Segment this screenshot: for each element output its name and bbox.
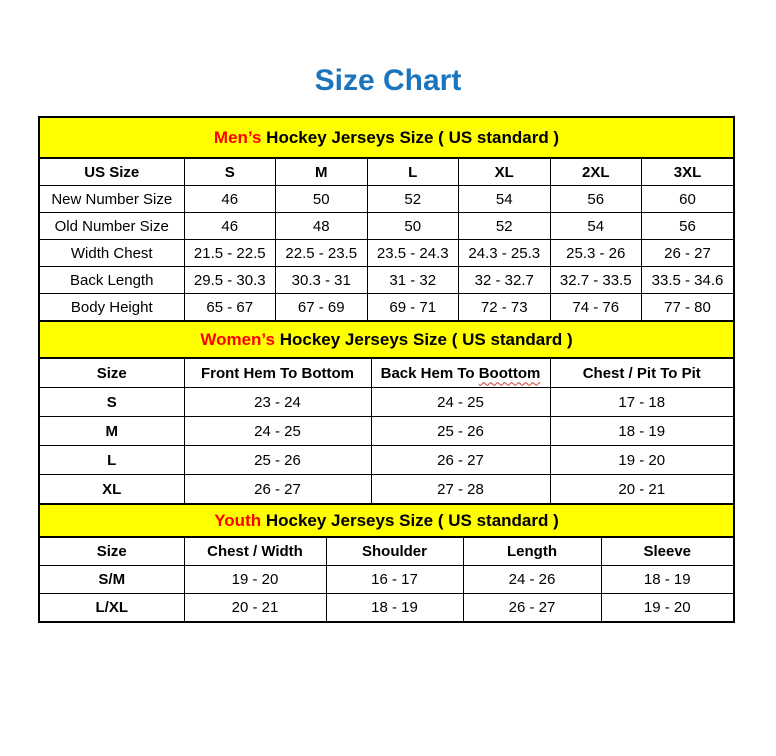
- column-header: 2XL: [550, 159, 642, 186]
- row-label: Body Height: [40, 294, 184, 321]
- banner-highlight: Men’s: [213, 127, 262, 147]
- header-row: [40, 538, 733, 566]
- banner-highlight: Youth: [214, 510, 262, 530]
- mens-size-table: [40, 158, 733, 321]
- table-row: [40, 294, 733, 321]
- size-value-cell: 25 - 26: [184, 446, 371, 475]
- size-value-cell: 20 - 21: [184, 594, 326, 622]
- size-value-cell: 32 - 32.7: [459, 267, 551, 294]
- banner-text: Hockey Jerseys Size ( US standard ): [261, 510, 559, 530]
- size-value-cell: 67 - 69: [276, 294, 368, 321]
- womens-section-banner: [40, 321, 733, 358]
- size-value-cell: 26 - 27: [184, 475, 371, 504]
- header-row: [40, 359, 733, 388]
- page-title: Size Chart: [314, 64, 462, 97]
- banner-highlight: Women’s: [200, 329, 275, 349]
- header-row: [40, 159, 733, 186]
- size-value-cell: 65 - 67: [184, 294, 276, 321]
- table-row: [40, 417, 733, 446]
- size-value-cell: 50: [367, 213, 459, 240]
- row-label: S: [40, 388, 184, 417]
- size-value-cell: 46: [184, 186, 276, 213]
- row-label: Width Chest: [40, 240, 184, 267]
- size-value-cell: 48: [276, 213, 368, 240]
- table-row: [40, 186, 733, 213]
- size-value-cell: 56: [550, 186, 642, 213]
- row-label: L/XL: [40, 594, 184, 622]
- row-label: Back Length: [40, 267, 184, 294]
- column-header: 3XL: [642, 159, 734, 186]
- row-label: New Number Size: [40, 186, 184, 213]
- size-value-cell: 74 - 76: [550, 294, 642, 321]
- size-value-cell: 18 - 19: [550, 417, 733, 446]
- size-value-cell: 32.7 - 33.5: [550, 267, 642, 294]
- size-value-cell: 69 - 71: [367, 294, 459, 321]
- column-header: Chest / Pit To Pit: [550, 359, 733, 388]
- size-value-cell: 23.5 - 24.3: [367, 240, 459, 267]
- size-value-cell: 24 - 25: [184, 417, 371, 446]
- size-value-cell: 24.3 - 25.3: [459, 240, 551, 267]
- youth-section-banner: [40, 504, 733, 537]
- column-header: S: [184, 159, 276, 186]
- column-header: Size: [40, 359, 184, 388]
- size-value-cell: 31 - 32: [367, 267, 459, 294]
- column-header: Chest / Width: [184, 538, 326, 566]
- size-value-cell: 46: [184, 213, 276, 240]
- size-value-cell: 22.5 - 23.5: [276, 240, 368, 267]
- table-row: [40, 566, 733, 594]
- youth-size-table: [40, 537, 733, 621]
- column-header: Shoulder: [326, 538, 463, 566]
- size-value-cell: 17 - 18: [550, 388, 733, 417]
- size-value-cell: 19 - 20: [184, 566, 326, 594]
- size-value-cell: 54: [550, 213, 642, 240]
- size-value-cell: 50: [276, 186, 368, 213]
- size-value-cell: 30.3 - 31: [276, 267, 368, 294]
- row-label: Old Number Size: [40, 213, 184, 240]
- table-row: [40, 594, 733, 622]
- size-value-cell: 33.5 - 34.6: [642, 267, 734, 294]
- size-value-cell: 25.3 - 26: [550, 240, 642, 267]
- size-value-cell: 23 - 24: [184, 388, 371, 417]
- size-value-cell: 21.5 - 22.5: [184, 240, 276, 267]
- column-header: Length: [463, 538, 601, 566]
- column-header: XL: [459, 159, 551, 186]
- column-header: Back Hem To Boottom: [371, 359, 550, 388]
- size-value-cell: 29.5 - 30.3: [184, 267, 276, 294]
- mens-section-banner: [40, 118, 733, 158]
- size-value-cell: 18 - 19: [601, 566, 733, 594]
- size-value-cell: 26 - 27: [371, 446, 550, 475]
- size-value-cell: 60: [642, 186, 734, 213]
- column-header: M: [276, 159, 368, 186]
- size-value-cell: 24 - 26: [463, 566, 601, 594]
- misspelled-word: Boottom: [478, 364, 541, 382]
- size-value-cell: 20 - 21: [550, 475, 733, 504]
- column-header: US Size: [40, 159, 184, 186]
- size-value-cell: 27 - 28: [371, 475, 550, 504]
- womens-section: [40, 321, 733, 504]
- size-value-cell: 72 - 73: [459, 294, 551, 321]
- row-label: XL: [40, 475, 184, 504]
- youth-section: [40, 504, 733, 621]
- size-value-cell: 56: [642, 213, 734, 240]
- table-row: [40, 475, 733, 504]
- column-header: L: [367, 159, 459, 186]
- table-row: [40, 213, 733, 240]
- table-row: [40, 446, 733, 475]
- column-header: Front Hem To Bottom: [184, 359, 371, 388]
- size-value-cell: 26 - 27: [642, 240, 734, 267]
- size-value-cell: 25 - 26: [371, 417, 550, 446]
- banner-text: Hockey Jerseys Size ( US standard ): [261, 127, 560, 147]
- size-value-cell: 52: [459, 213, 551, 240]
- column-header: Size: [40, 538, 184, 566]
- size-value-cell: 24 - 25: [371, 388, 550, 417]
- size-value-cell: 19 - 20: [550, 446, 733, 475]
- womens-size-table: [40, 358, 733, 504]
- table-row: [40, 240, 733, 267]
- size-value-cell: 77 - 80: [642, 294, 734, 321]
- size-value-cell: 16 - 17: [326, 566, 463, 594]
- row-label: M: [40, 417, 184, 446]
- size-value-cell: 54: [459, 186, 551, 213]
- column-header: Sleeve: [601, 538, 733, 566]
- banner-text: Hockey Jerseys Size ( US standard ): [274, 329, 573, 349]
- size-value-cell: 52: [367, 186, 459, 213]
- row-label: S/M: [40, 566, 184, 594]
- size-value-cell: 26 - 27: [463, 594, 601, 622]
- mens-section: [40, 118, 733, 321]
- row-label: L: [40, 446, 184, 475]
- table-row: [40, 388, 733, 417]
- size-value-cell: 19 - 20: [601, 594, 733, 622]
- table-row: [40, 267, 733, 294]
- size-chart: [38, 116, 735, 623]
- size-value-cell: 18 - 19: [326, 594, 463, 622]
